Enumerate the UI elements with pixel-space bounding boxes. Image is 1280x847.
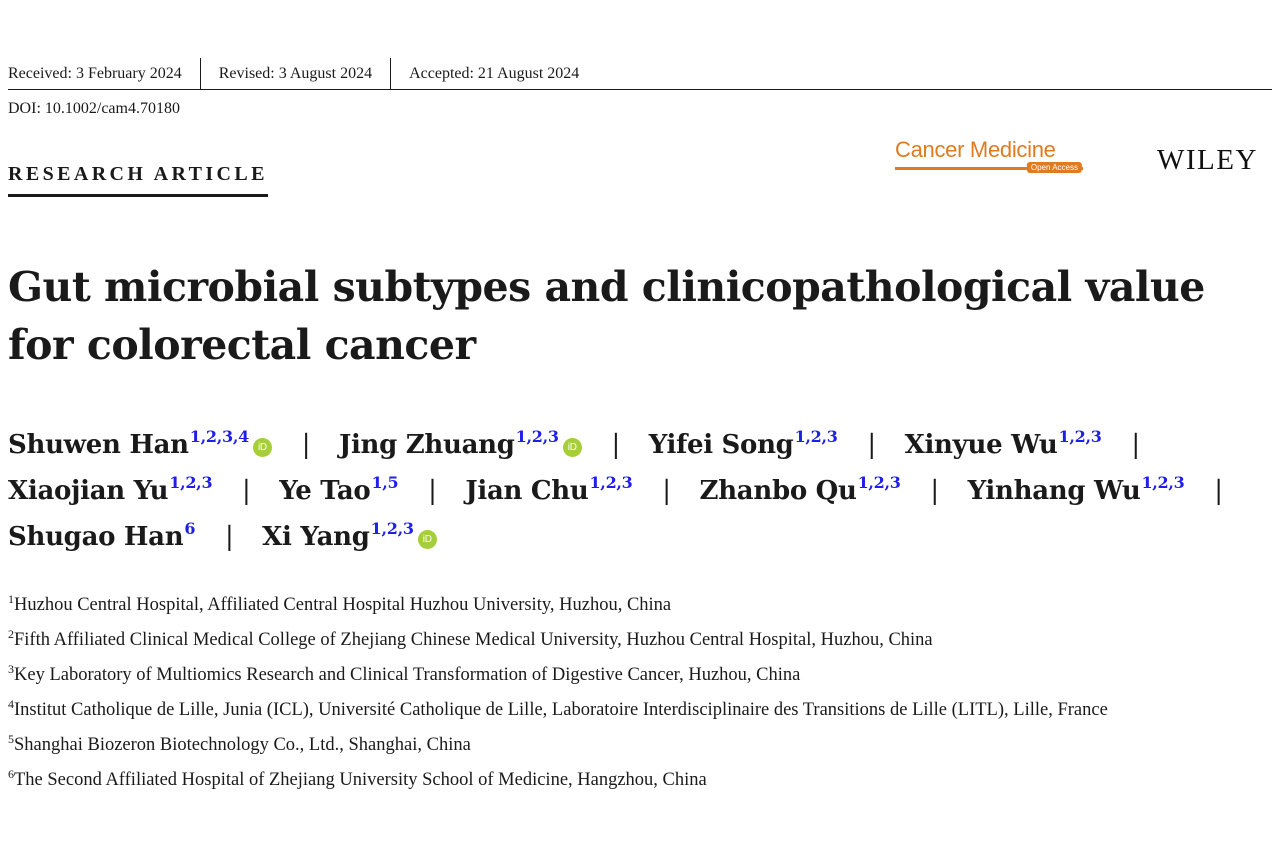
author-name-text: Xi Yang [262, 522, 370, 552]
author-affiliation-superscript[interactable]: 1,2,3 [515, 427, 559, 446]
author-affiliation-superscript[interactable]: 1,2,3 [169, 473, 213, 492]
author-affiliation-superscript[interactable]: 1,2,3 [589, 473, 633, 492]
author-name[interactable] [279, 473, 399, 506]
journal-logo[interactable] [895, 137, 1085, 177]
author-name[interactable] [465, 473, 633, 506]
author-affiliation-superscript[interactable]: 1,2,3 [857, 473, 901, 492]
author-affiliation-superscript[interactable]: 1,2,3 [794, 427, 838, 446]
journal-name: Cancer Medicine [895, 137, 1056, 162]
affiliation-text: The Second Affiliated Hospital of Zhejiang University School of Medicine, Hangzhou, China [14, 770, 707, 790]
author-name-text: Xinyue Wu [904, 430, 1058, 460]
author-name[interactable] [8, 427, 272, 460]
affiliation-item [8, 763, 1276, 798]
author-name-text: Xiaojian Yu [8, 476, 169, 506]
affiliation-text: Key Laboratory of Multiomics Research and Clinical Transformation of Digestive Cancer, Huzhou, China [14, 665, 801, 685]
author-name-text: Shuwen Han [8, 430, 189, 460]
author-name-text: Yinhang Wu [967, 476, 1141, 506]
author-separator: | [428, 476, 437, 506]
open-access-badge: Open Access [1027, 162, 1082, 173]
affiliation-number: 5 [8, 732, 14, 746]
affiliation-item [8, 728, 1276, 763]
article-type-label: RESEARCH ARTICLE [8, 163, 268, 197]
publication-history [8, 58, 1272, 90]
author-affiliation-superscript[interactable]: 6 [184, 519, 196, 538]
affiliation-text: Institut Catholique de Lille, Junia (ICL), Université Catholique de Lille, Laboratoire Interdisciplinaire des Transitions de Lille (LITL), Lille, France [14, 700, 1108, 720]
author-name-text: Jian Chu [465, 476, 589, 506]
author-name[interactable] [699, 473, 901, 506]
affiliation-text: Huzhou Central Hospital, Affiliated Central Hospital Huzhou University, Huzhou, China [14, 595, 672, 615]
author-separator: | [1214, 476, 1223, 506]
author-name[interactable] [8, 519, 196, 552]
author-name-text: Yifei Song [648, 430, 794, 460]
author-separator: | [867, 430, 876, 460]
author-affiliation-superscript[interactable]: 1,2,3 [1058, 427, 1102, 446]
author-name-text: Zhanbo Qu [699, 476, 857, 506]
author-name[interactable] [262, 519, 437, 552]
author-name[interactable] [8, 473, 213, 506]
orcid-icon[interactable]: iD [563, 438, 582, 457]
author-name[interactable] [967, 473, 1185, 506]
affiliation-item [8, 693, 1276, 728]
affiliation-number: 1 [8, 592, 14, 606]
received-date: Received: 3 February 2024 [8, 64, 182, 82]
orcid-icon[interactable]: iD [253, 438, 272, 457]
author-affiliation-superscript[interactable]: 1,5 [371, 473, 399, 492]
accepted-date: Accepted: 21 August 2024 [390, 58, 597, 89]
author-affiliation-superscript[interactable]: 1,2,3 [370, 519, 414, 538]
author-affiliation-superscript[interactable]: 1,2,3 [1141, 473, 1185, 492]
author-name[interactable] [904, 427, 1102, 460]
author-name-text: Jing Zhuang [338, 430, 515, 460]
author-separator: | [242, 476, 251, 506]
publisher-logo[interactable]: WILEY [1157, 144, 1258, 176]
author-separator: | [301, 430, 311, 460]
author-separator: | [662, 476, 671, 506]
author-name[interactable] [338, 427, 582, 460]
author-separator: | [1131, 430, 1140, 460]
affiliation-number: 3 [8, 662, 14, 676]
affiliation-number: 2 [8, 627, 14, 641]
affiliation-number: 4 [8, 697, 14, 711]
author-name-text: Shugao Han [8, 522, 184, 552]
revised-date: Revised: 3 August 2024 [200, 58, 390, 89]
affiliation-number: 6 [8, 767, 14, 781]
affiliation-item [8, 658, 1276, 693]
affiliation-item [8, 623, 1276, 658]
affiliation-text: Shanghai Biozeron Biotechnology Co., Ltd., Shanghai, China [14, 735, 471, 755]
author-list [8, 422, 1272, 560]
article-title: Gut microbial subtypes and clinicopathological value for colorectal cancer [8, 263, 1205, 369]
author-separator: | [611, 430, 620, 460]
author-name[interactable] [648, 427, 838, 460]
author-name-text: Ye Tao [279, 476, 371, 506]
doi[interactable]: DOI: 10.1002/cam4.70180 [8, 100, 180, 117]
affiliation-item [8, 588, 1276, 623]
orcid-icon[interactable]: iD [418, 530, 437, 549]
author-separator: | [930, 476, 939, 506]
affiliation-list [8, 588, 1276, 798]
affiliation-text: Fifth Affiliated Clinical Medical College of Zhejiang Chinese Medical University, Huzhou Central Hospital, Huzhou, China [14, 630, 933, 650]
author-affiliation-superscript[interactable]: 1,2,3,4 [189, 427, 249, 446]
author-separator: | [224, 522, 234, 552]
